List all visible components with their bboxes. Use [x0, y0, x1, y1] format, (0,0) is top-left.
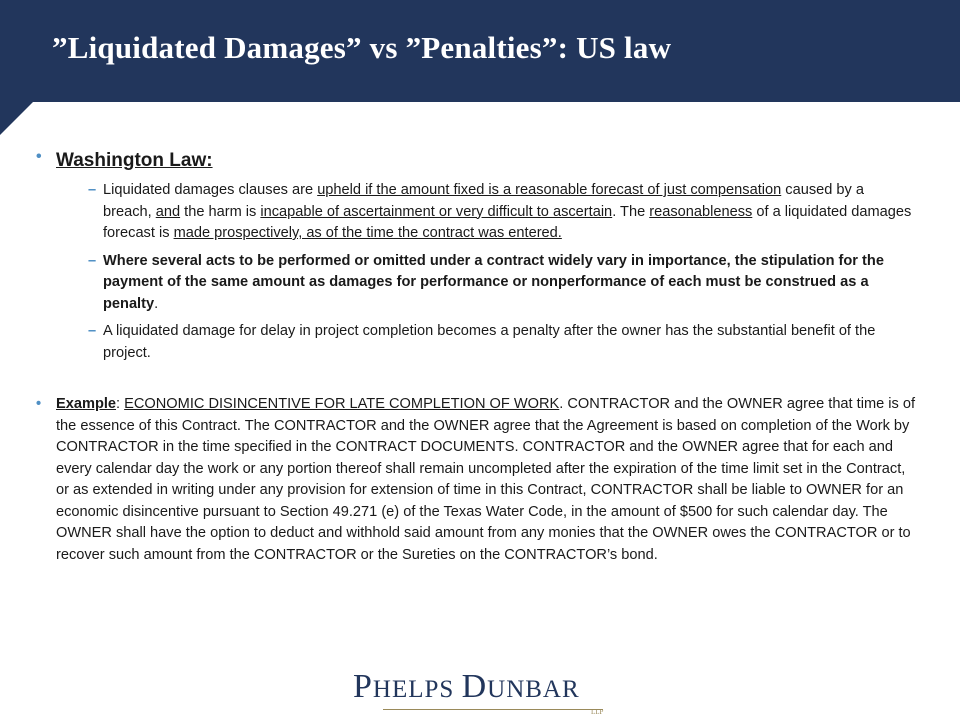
logo-llp: LLP	[591, 708, 604, 716]
banner-notch	[0, 101, 34, 135]
logo-letter: P	[353, 668, 373, 705]
underlined-run: incapable of ascertainment or very difficult to ascertain	[260, 203, 613, 220]
point-several-acts	[88, 251, 916, 316]
logo-wordmark	[353, 668, 613, 706]
slide-title: ”Liquidated Damages” vs ”Penalties”: US law	[52, 30, 672, 65]
text-run: A liquidated damage for delay in project completion becomes a penalty after the owner has the substantial benefit of the project.	[103, 323, 876, 361]
dash-icon: –	[88, 182, 97, 198]
washington-law-heading: Washington Law:	[56, 150, 213, 171]
logo-rule	[383, 709, 603, 710]
washington-law-section	[36, 148, 916, 174]
point-delay-penalty	[88, 321, 916, 364]
text-run: :	[116, 396, 125, 412]
text-run: of a liquidated damages forecast is	[103, 203, 912, 241]
underlined-run: and	[155, 203, 181, 220]
dash-icon: –	[88, 323, 97, 339]
text-run: .	[154, 295, 159, 312]
dash-icon: –	[88, 252, 97, 269]
underlined-run: made prospectively, as of the time the contract was entered.	[173, 225, 562, 241]
logo-letters: HELPS	[372, 676, 462, 703]
slide-body	[36, 148, 916, 566]
underlined-run: upheld if the amount fixed is a reasonable forecast of just compensation	[317, 182, 782, 198]
point-reasonable-forecast	[88, 180, 916, 245]
example-label: Example	[56, 396, 117, 412]
underlined-run: reasonableness	[649, 203, 753, 220]
text-run: the harm is	[180, 203, 261, 220]
example-body: . CONTRACTOR and the OWNER agree that time is of the essence of this Contract. The CONTRACTOR and the OWNER agree that the Agreement is based on completion of the Work by CONTRACTOR in the time specified in the CONTRACT DOCUMENTS. CONTRACTOR and the OWNER agree that for each and every calendar day the work or any portion thereof shall remain uncompleted after the expiration of the time limit set in the Contract, or as extended in writing under any provision for extension of time in this Contract, CONTRACTOR shall be liable to OWNER for an economic disincentive pursuant to Section 49.271 (e) of the Texas Water Code, in the amount of $500 for such calendar day. The OWNER shall have the option to deduct and withhold said amount from any monies that the OWNER owes the CONTRACTOR or to recover such amount from the CONTRACTOR or the Sureties on the CONTRACTOR’s bond.	[56, 396, 916, 563]
example-heading: ECONOMIC DISINCENTIVE FOR LATE COMPLETION OF WORK	[124, 396, 560, 412]
text-run: caused by a breach,	[103, 182, 864, 220]
phelps-dunbar-logo	[353, 668, 613, 716]
example-section	[36, 394, 916, 566]
bullet-icon: •	[36, 396, 42, 412]
washington-law-points	[88, 180, 916, 364]
logo-letter: D	[461, 668, 488, 705]
bold-run: Where several acts to be performed or omitted under a contract widely vary in importance, the stipulation for the payment of the same amount as damages for performance or nonperformance of each must be construed as a penalty	[103, 252, 884, 312]
bullet-icon: •	[36, 148, 42, 165]
text-run: Liquidated damages clauses are	[103, 182, 318, 198]
text-run: . The	[612, 203, 650, 220]
logo-letters: UNBAR	[487, 676, 580, 703]
